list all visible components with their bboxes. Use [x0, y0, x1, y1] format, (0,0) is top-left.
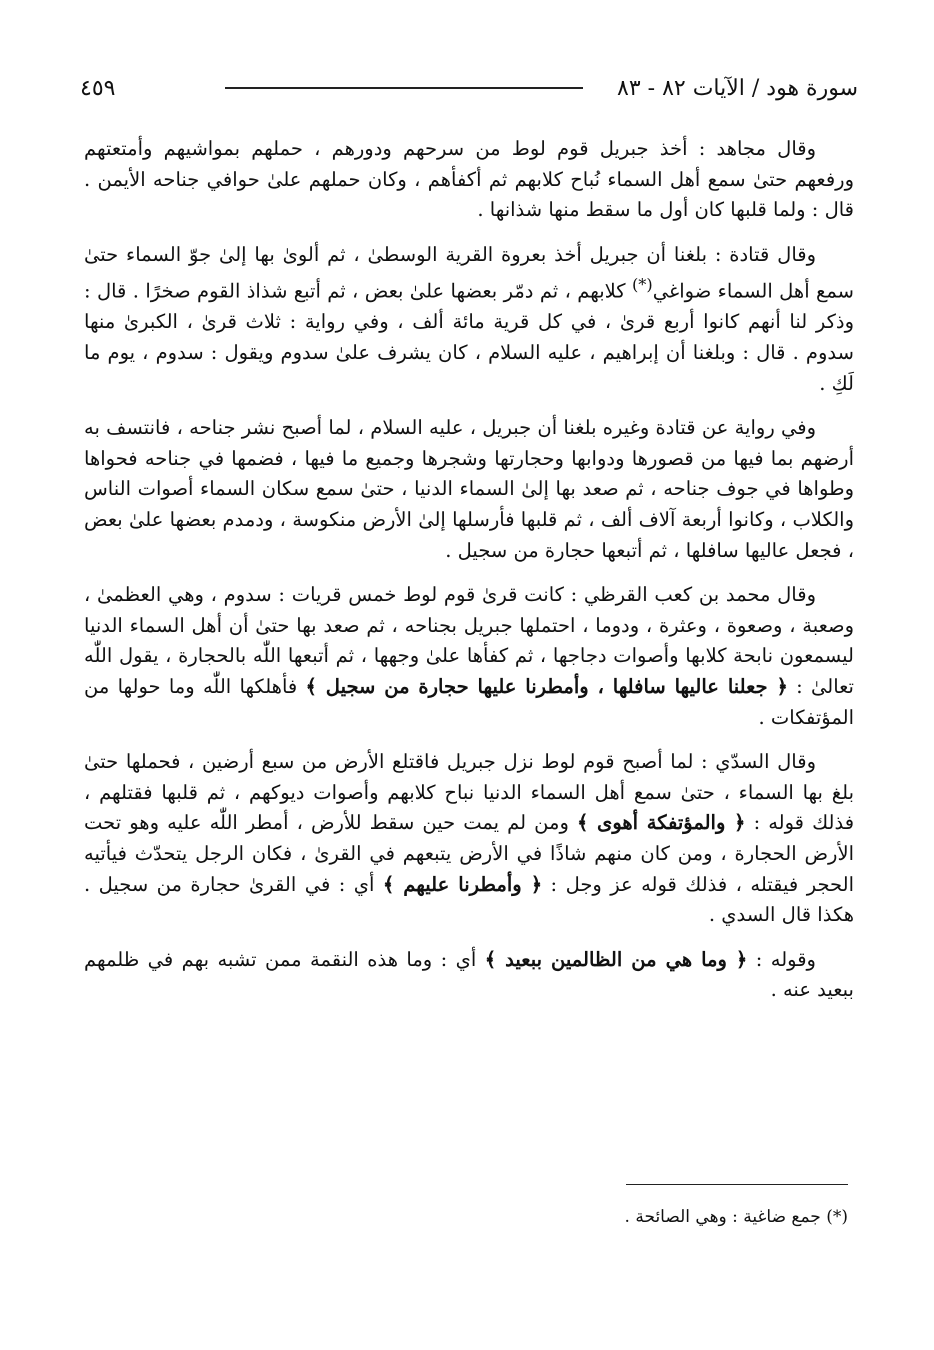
paragraph-text: وفي رواية عن قتادة وغيره بلغنا أن جبريل ، عليه السلام ، لما أصبح نشر جناحه ، فانتسف به أرضهم بما فيها من قصورها ودوابها وحجارتها وشجرها وجميع ما فيها ، فضمها في جناحه فحواها وطواها في جوف جناحه ، ثم صعد بها إلىٰ السماء الدنيا ، حتىٰ سمع سكان السماء أصوات الناس والكلاب ، وكانوا أربعة آلاف ألف ، ثم قلبها فأرسلها إلىٰ الأرض منكوسة ، ودمدم بعضها علىٰ بعض ، فجعل عاليها سافلها ، ثم أتبعها حجارة من سجيل . [84, 416, 854, 562]
paragraph [84, 945, 854, 1006]
paragraph [84, 240, 854, 399]
footnote-marker: (*) [631, 275, 653, 295]
page-body [84, 134, 854, 1020]
paragraph-text: وقال قتادة : بلغنا أن جبريل أخذ بعروة القرية الوسطىٰ ، ثم ألوىٰ بها إلىٰ جوّ السماء حتىٰ سمع أهل السماء ضواغي [84, 242, 854, 303]
paragraph-text: وقال مجاهد : أخذ جبريل قوم لوط من سرحهم ودورهم ، حملهم بمواشيهم وأمتعتهم ورفعهم حتىٰ سمع أهل السماء نُباح كلابهم ثم أكفأهم ، وكان حملهم علىٰ حوافي جناحه الأيمن . قال : ولما قلبها كان أول ما سقط منها شذانها . [84, 137, 854, 222]
quran-quote: ﴿ وأمطرنا عليهم ﴾ [382, 872, 543, 896]
paragraph [84, 580, 854, 733]
quran-quote: ﴿ جعلنا عاليها سافلها ، وأمطرنا عليها حجارة من سجيل ﴾ [305, 675, 788, 698]
paragraph-text: كلابهم ، ثم دمّر بعضها علىٰ بعض ، ثم أتبع شذاذ القوم صخرًا . قال : وذكر لنا أنهم كانوا أربع قرىٰ ، في كل قرية مائة ألف ، وفي رواية : ثلاث قرىٰ ، الكبرىٰ منها سدوم . قال : وبلغنا أن إبراهيم ، عليه السلام ، كان يشرف علىٰ سدوم ويقول : سدوم ، يوم ما لَكِ . [84, 279, 854, 395]
quran-quote: ﴿ والمؤتفكة أهوى ﴾ [576, 811, 746, 835]
paragraph-text: وقال محمد بن كعب القرظي : كانت قرىٰ قوم لوط خمس قريات : سدوم ، وهي العظمىٰ ، وصعبة ، وصعوة ، وعثرة ، ودوما ، احتملها جبريل بجناحه ، ثم صعد بها حتىٰ أن أهل السماء الدنيا ليسمعون نابحة كلابها وأصوات دجاجها ، ثم كفأها علىٰ وجهها ، ثم أتبعها اللّٰه بالحجارة ، يقول اللّٰه تعالىٰ : [84, 583, 854, 698]
paragraph-text: فأهلكها اللّٰه وما حولها من المؤتفكات . [84, 675, 854, 729]
paragraph-text: وقوله : [747, 947, 816, 971]
paragraph-text: ومن لم يمت حين سقط للأرض ، أمطر اللّٰه عليه وهو تحت الأرض الحجارة ، ومن كان منهم شاذًا في الأرض يتبعهم في القرىٰ ، فكان الرجل يتحدّث فيأتيه الحجر فيقتله ، فذلك قوله عز وجل : [84, 811, 854, 896]
paragraph [84, 134, 854, 226]
paragraph-text: أي : في القرىٰ حجارة من سجيل . هكذا قال السدي . [84, 872, 854, 927]
paragraph [84, 747, 854, 931]
footnote-separator [626, 1184, 848, 1185]
header-rule [225, 87, 583, 89]
surah-title: سورة هود / الآيات ٨٢ - ٨٣ [617, 75, 858, 101]
paragraph-text: أي : وما هذه النقمة ممن تشبه بهم في ظلمهم ببعيد عنه . [84, 947, 854, 1002]
footnote: (*) جمع ضاغية : وهي الصائحة . [624, 1207, 848, 1227]
page-number: ٤٥٩ [80, 75, 116, 101]
page-header [80, 70, 858, 106]
paragraph [84, 413, 854, 566]
paragraph-text: وقال السدّي : لما أصبح قوم لوط نزل جبريل فاقتلع الأرض من سبع أرضين ، فحملها حتىٰ بلغ بها السماء ، حتىٰ سمع أهل السماء الدنيا نباح كلابهم وأصوات ديوكهم ، ثم قلبها فقتلهم ، فذلك قوله : [84, 750, 855, 835]
quran-quote: ﴿ وما هي من الظالمين ببعيد ﴾ [484, 947, 748, 971]
